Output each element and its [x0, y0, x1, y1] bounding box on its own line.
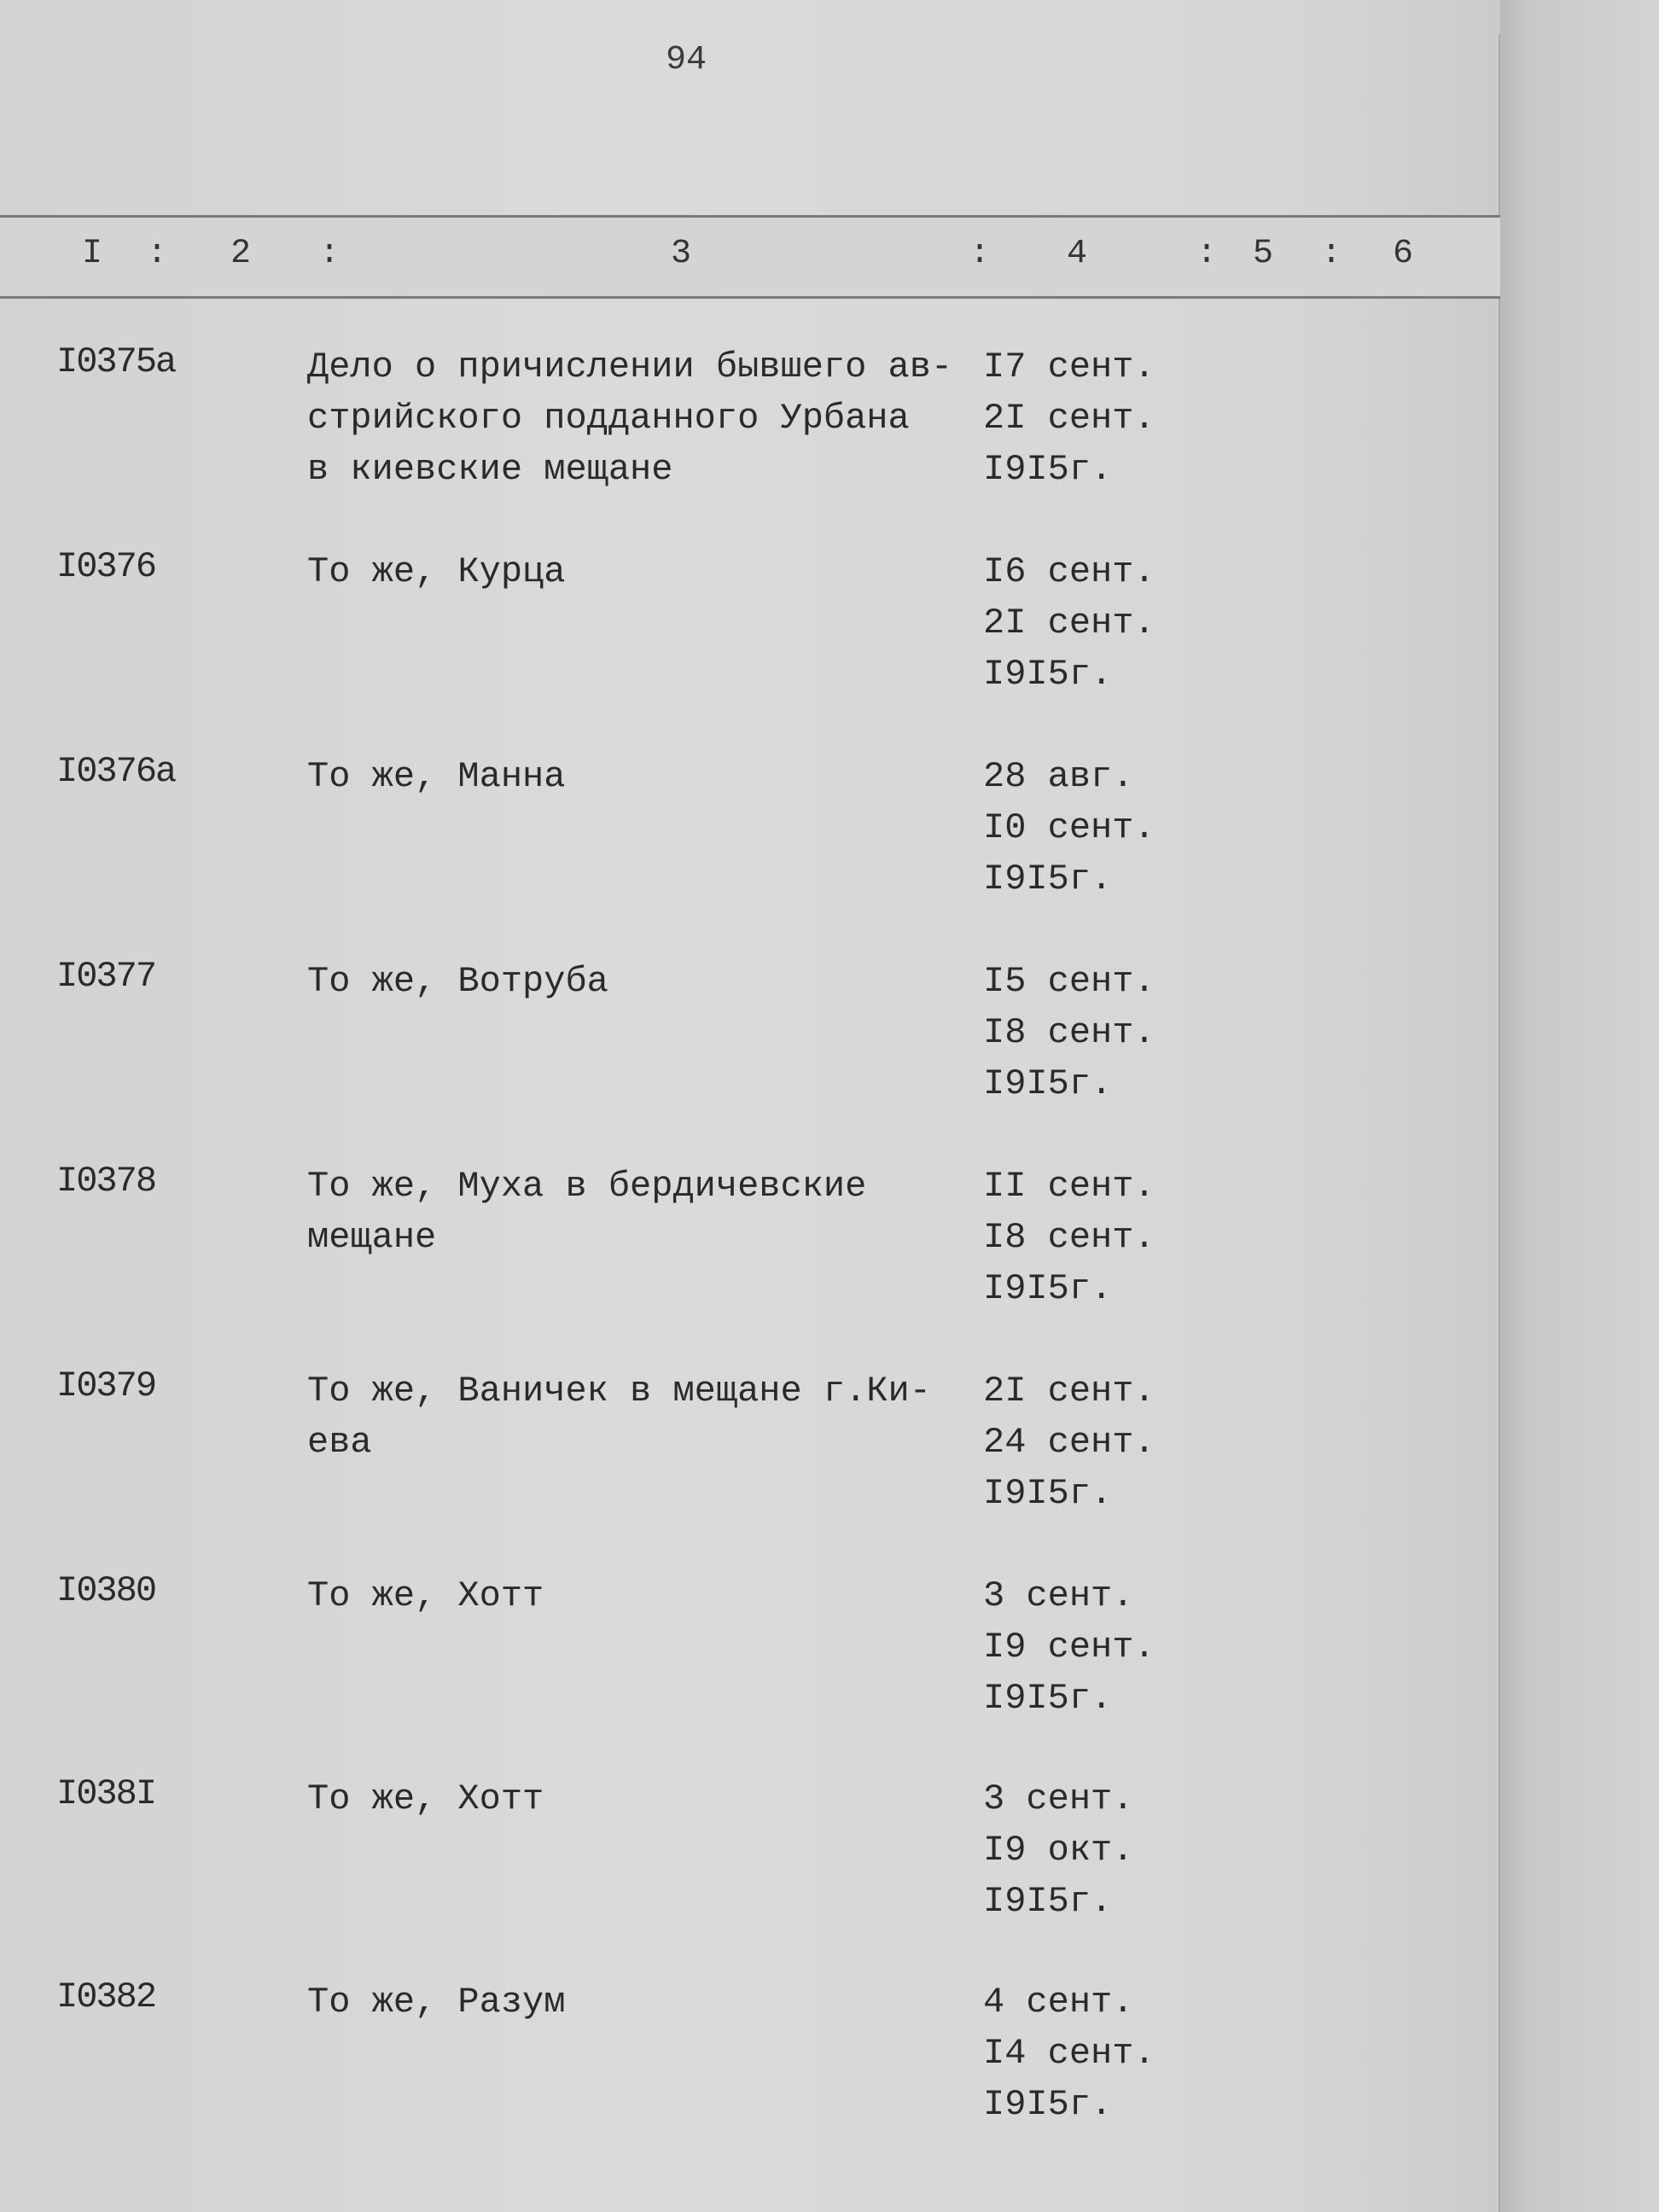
- case-dates: [983, 341, 1155, 495]
- date-line: 3 сент.: [983, 1778, 1134, 1819]
- case-description: То же, Муха в бердичевские мещане: [307, 1166, 867, 1258]
- date-line: I9I5г.: [983, 1881, 1113, 1922]
- case-description: Дело о причислении бывшего ав- стрийского подданного Урбана в киевские мещане: [307, 346, 953, 490]
- case-dates: [983, 1773, 1133, 1927]
- page-background-edge: [1500, 0, 1659, 2212]
- case-description: То же, Вотруба: [307, 961, 608, 1002]
- case-dates: [983, 1365, 1155, 1519]
- date-line: I9I5г.: [983, 1473, 1113, 1514]
- header-col-6: 6: [1393, 235, 1414, 273]
- date-line: I9 окт.: [983, 1830, 1134, 1871]
- date-line: I9I5г.: [983, 1678, 1113, 1719]
- header-col-5: 5: [1253, 235, 1274, 273]
- case-description: То же, Хотт: [307, 1778, 544, 1819]
- date-line: I9 сент.: [983, 1627, 1155, 1668]
- case-number: I0380: [56, 1570, 156, 1611]
- date-line: I8 сент.: [983, 1217, 1155, 1258]
- date-line: I9I5г.: [983, 654, 1113, 695]
- case-description: То же, Хотт: [307, 1575, 544, 1616]
- case-dates: [983, 1161, 1155, 1314]
- case-number: I0376: [56, 546, 156, 587]
- case-description: То же, Манна: [307, 756, 566, 797]
- date-line: 2I сент.: [983, 398, 1155, 439]
- header-col-4: 4: [1067, 235, 1088, 273]
- case-number: I038I: [56, 1773, 156, 1814]
- case-number: I0382: [56, 1976, 156, 2017]
- case-number: I0376а: [56, 751, 176, 792]
- date-line: 24 сент.: [983, 1422, 1155, 1463]
- date-line: I8 сент.: [983, 1012, 1155, 1053]
- date-line: I9I5г.: [983, 859, 1113, 899]
- date-line: 4 сент.: [983, 1982, 1134, 2023]
- date-line: I9I5г.: [983, 1063, 1113, 1104]
- case-description: То же, Ваничек в мещане г.Ки- ева: [307, 1371, 931, 1463]
- case-dates: [983, 1976, 1155, 2130]
- date-line: 28 авг.: [983, 756, 1134, 797]
- case-number: I0378: [56, 1161, 156, 1202]
- date-line: II сент.: [983, 1166, 1155, 1207]
- case-dates: [983, 546, 1155, 700]
- date-line: I4 сент.: [983, 2033, 1155, 2074]
- header-separator: :: [1196, 235, 1218, 273]
- column-header-row: [0, 215, 1500, 299]
- case-dates: [983, 751, 1155, 905]
- date-line: 2I сент.: [983, 602, 1155, 643]
- page-number: 94: [666, 41, 707, 79]
- header-col-2: 2: [230, 235, 252, 273]
- case-dates: [983, 1570, 1155, 1724]
- header-separator: :: [319, 235, 341, 273]
- case-number: I0375а: [56, 341, 176, 382]
- case-number: I0379: [56, 1365, 156, 1406]
- date-line: I6 сент.: [983, 551, 1155, 592]
- date-line: I9I5г.: [983, 2084, 1113, 2125]
- date-line: 3 сент.: [983, 1575, 1134, 1616]
- case-description: То же, Разум: [307, 1982, 566, 2023]
- header-col-3: 3: [671, 235, 692, 273]
- date-line: I9I5г.: [983, 449, 1113, 490]
- date-line: I9I5г.: [983, 1268, 1113, 1309]
- date-line: I7 сент.: [983, 346, 1155, 387]
- header-col-1: I: [82, 235, 103, 273]
- header-separator: :: [969, 235, 991, 273]
- header-separator: :: [1321, 235, 1342, 273]
- case-number: I0377: [56, 956, 156, 997]
- date-line: I0 сент.: [983, 807, 1155, 848]
- header-separator: :: [147, 235, 168, 273]
- date-line: I5 сент.: [983, 961, 1155, 1002]
- date-line: 2I сент.: [983, 1371, 1155, 1412]
- case-dates: [983, 956, 1155, 1109]
- case-description: То же, Курца: [307, 551, 566, 592]
